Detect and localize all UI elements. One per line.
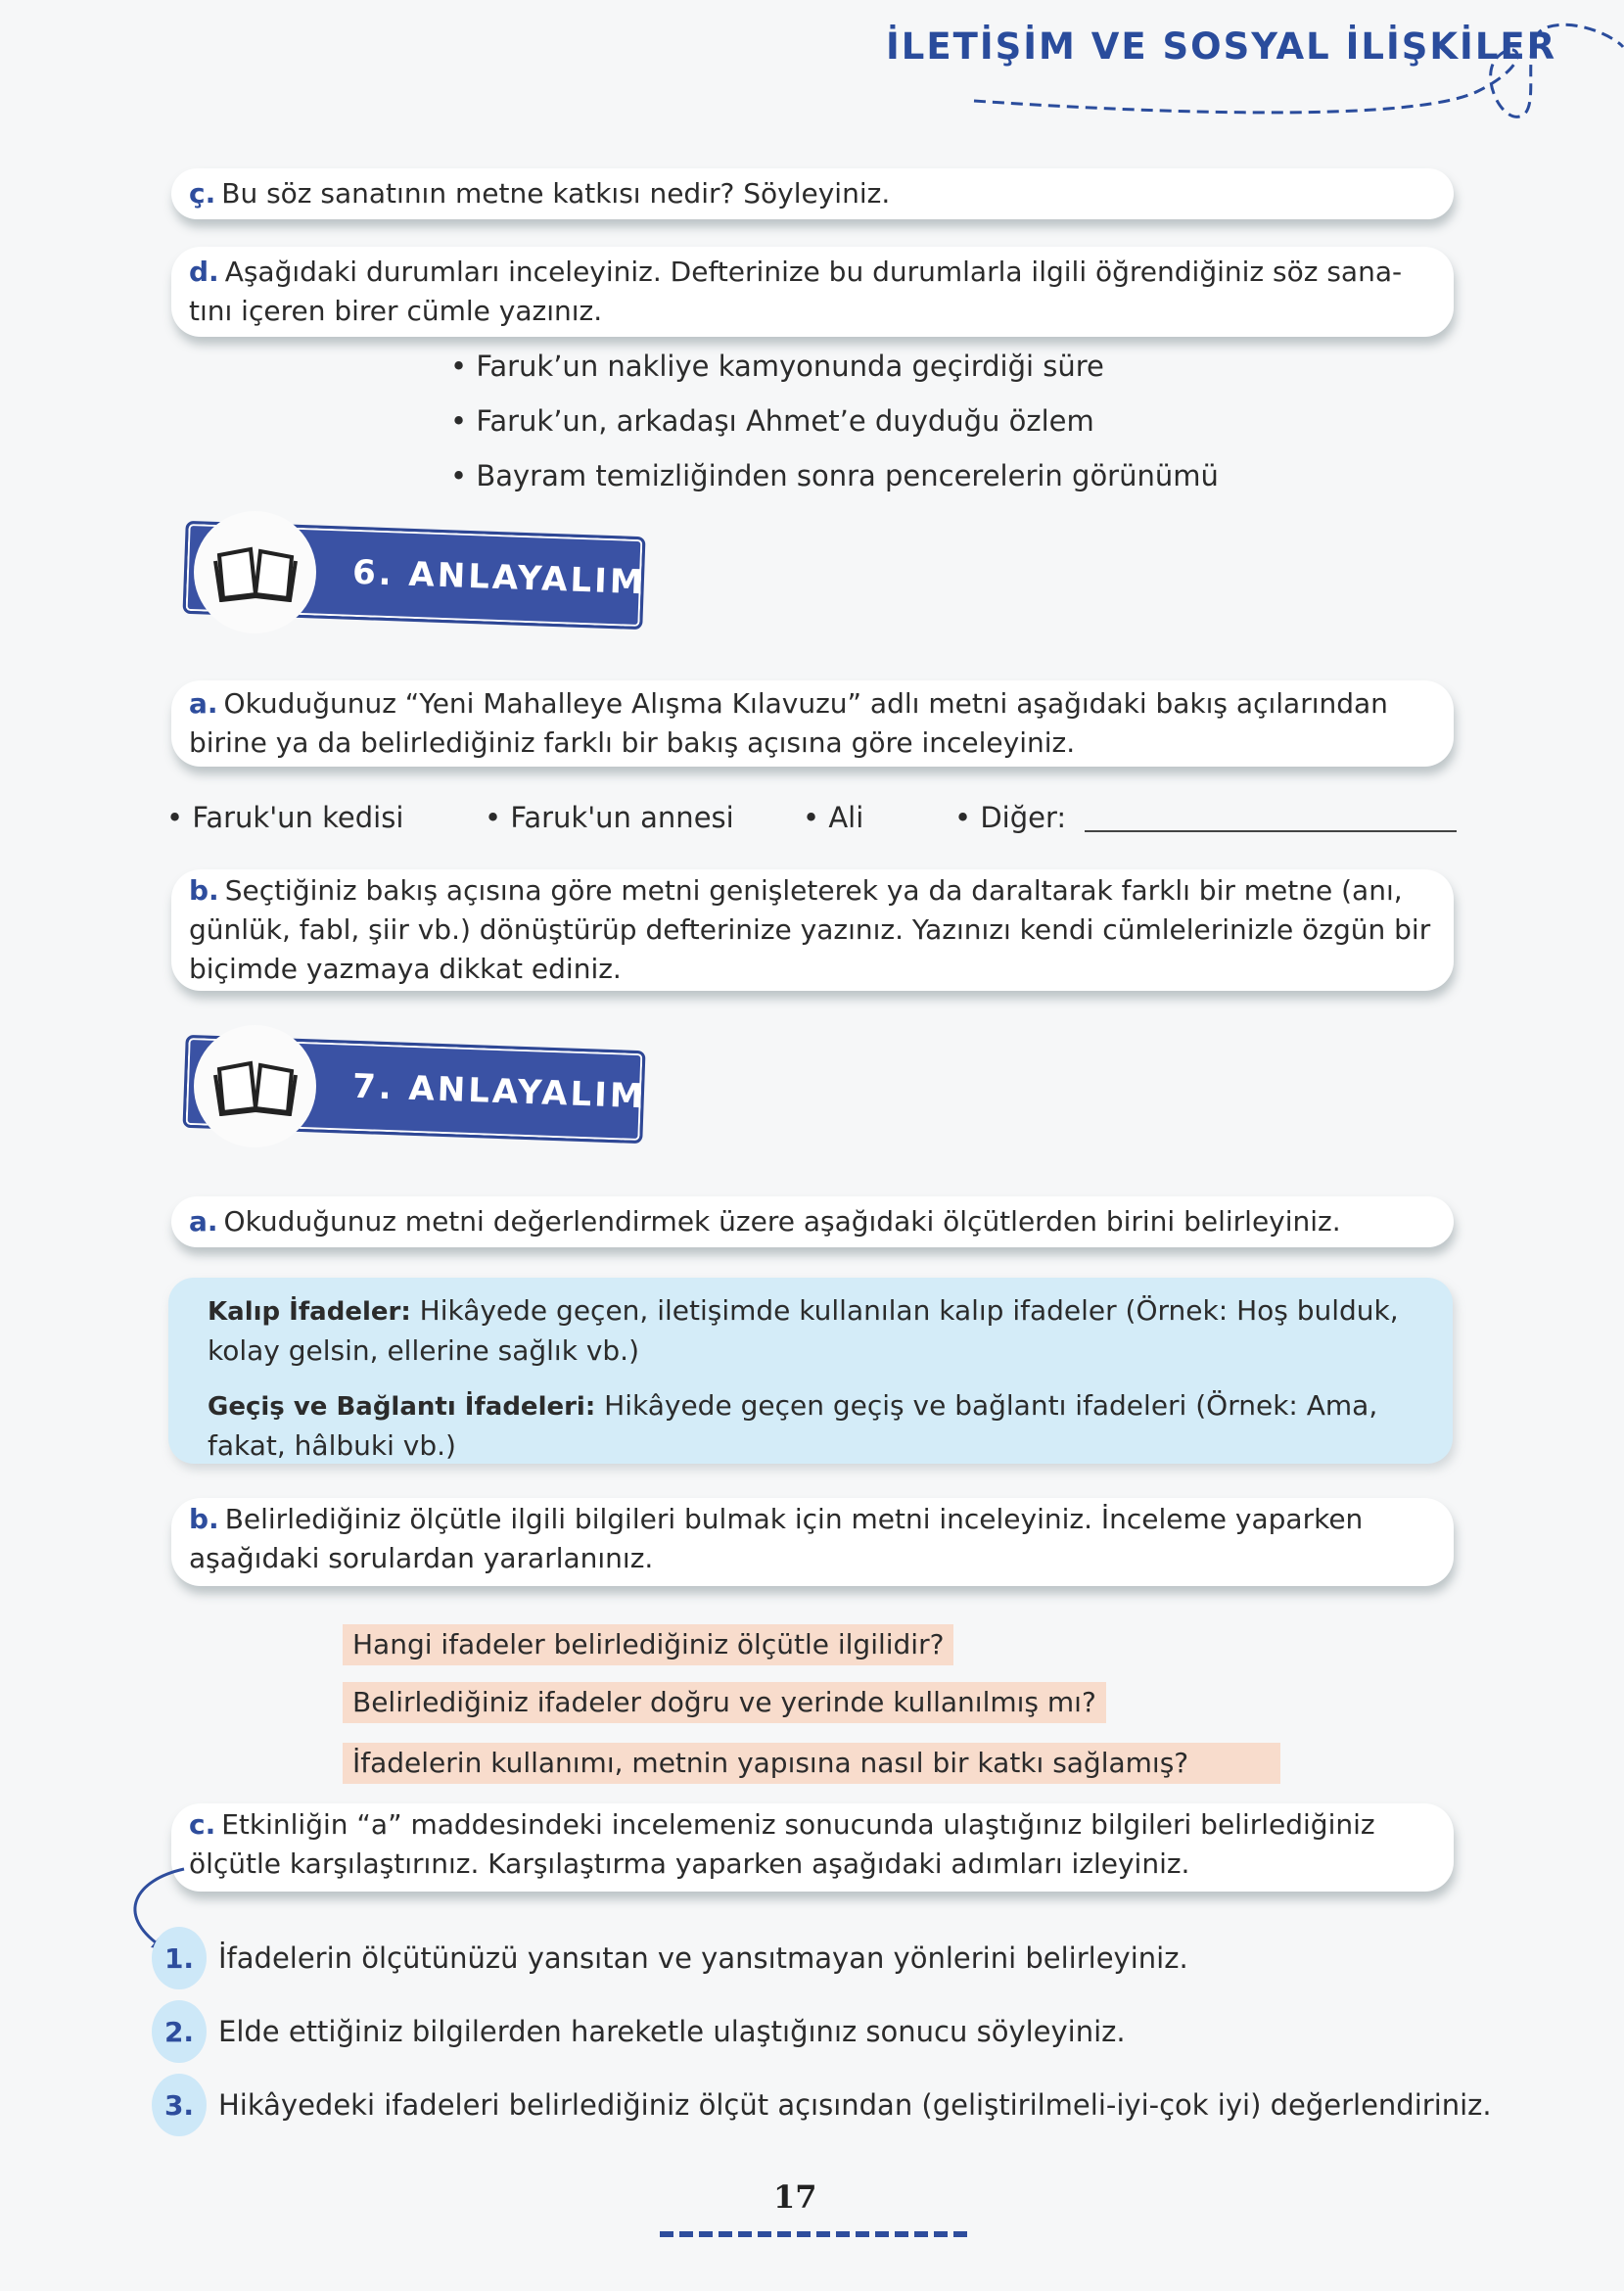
section-6-banner <box>166 499 656 646</box>
item-text: Bu söz sanatının metne katkısı nedir? Söyleyiniz. <box>221 177 891 210</box>
item-text-line1: Aşağıdaki durumları inceleyiniz. Defterinize bu durumlarla ilgili öğrendiğiniz söz sana- <box>224 256 1403 288</box>
open-book-icon <box>211 543 300 602</box>
option-ali[interactable]: • Ali <box>803 801 864 834</box>
section-7-c-card <box>171 1803 1454 1892</box>
item-text: Belirlediğiniz ölçütle ilgili bilgileri bulmak için metni inceleyiniz. İnceleme yaparken aşağıdaki sorulardan yararlanınız. <box>189 1503 1364 1574</box>
page-number: 17 <box>773 2178 817 2216</box>
item-label: d. <box>189 256 219 288</box>
section-7-banner <box>166 1013 656 1160</box>
item-label: b. <box>189 1503 219 1535</box>
criterion-term: Kalıp İfadeler: <box>208 1297 411 1327</box>
step-text: Elde ettiğiniz bilgilerden hareketle ulaştığınız sonucu söyleyiniz. <box>218 2015 1126 2048</box>
item-label: a. <box>189 1205 218 1238</box>
criterion-fixed-expressions[interactable] <box>208 1291 1414 1371</box>
item-text-line2: tını içeren birer cümle yazınız. <box>189 295 603 327</box>
section-7-b-card <box>171 1498 1454 1586</box>
list-item: • Bayram temizliğinden sonra pencerelerin görünümü <box>450 448 1219 503</box>
option-faruks-mother[interactable]: • Faruk'un annesi <box>485 801 734 834</box>
item-label: a. <box>189 687 218 720</box>
option-other[interactable]: • Diğer: <box>954 801 1067 834</box>
step-text: Hikâyedeki ifadeleri belirlediğiniz ölçüt açısından (geliştirilmeli-iyi-çok iyi) değerlendiriniz. <box>218 2088 1492 2122</box>
section-6-a-card <box>171 680 1454 767</box>
item-label: ç. <box>189 177 216 210</box>
book-icon-circle <box>194 511 316 633</box>
step-item <box>152 2074 1492 2136</box>
book-icon-circle <box>194 1025 316 1147</box>
list-item: • Faruk’un, arkadaşı Ahmet’e duyduğu özlem <box>450 394 1219 448</box>
item-text: Okuduğunuz metni değerlendirmek üzere aşağıdaki ölçütlerden birini belirleyiniz. <box>223 1205 1341 1238</box>
section-6-b-card <box>171 869 1454 991</box>
banner-title: 6. ANLAYALIM <box>351 552 647 603</box>
situation-list <box>450 339 1219 503</box>
other-answer-field[interactable] <box>1085 830 1457 832</box>
chapter-title: İLETİŞİM VE SOSYAL İLİŞKİLER <box>886 25 1557 68</box>
criterion-desc: Hikâyede geçen geçiş ve bağlantı ifadeleri (Örnek: Ama, fakat, hâlbuki vb.) <box>208 1389 1378 1462</box>
step-number: 2. <box>152 2000 207 2063</box>
banner-title: 7. ANLAYALIM <box>351 1066 647 1117</box>
question-c-cedilla-card <box>171 168 1454 219</box>
step-number: 3. <box>152 2074 207 2136</box>
option-faruks-cat[interactable]: • Faruk'un kedisi <box>166 801 404 834</box>
item-label: c. <box>189 1808 216 1841</box>
item-text: Seçtiğiniz bakış açısına göre metni genişleterek ya da daraltarak farklı bir metne (anı, günlük, fabl, şiir vb.) dönüştürüp defterinize yazınız. Yazınızı kendi cümlelerinizle özgün bir biçimde yazmaya dikkat ediniz. <box>189 874 1431 985</box>
step-item <box>152 1927 1188 1989</box>
guiding-question: Belirlediğiniz ifadeler doğru ve yerinde kullanılmış mı? <box>343 1682 1106 1723</box>
guiding-question: Hangi ifadeler belirlediğiniz ölçütle ilgilidir? <box>343 1624 953 1665</box>
list-item: • Faruk’un nakliye kamyonunda geçirdiği süre <box>450 339 1219 394</box>
item-label: b. <box>189 874 219 907</box>
item-text: Etkinliğin “a” maddesindeki incelemeniz sonucunda ulaştığınız bilgileri belirlediğiniz ölçütle karşılaştırınız. Karşılaştırma yaparken aşağıdaki adımları izleyiniz. <box>189 1808 1375 1880</box>
dashed-swirl-decoration <box>969 18 1624 125</box>
step-item <box>152 2000 1126 2063</box>
step-number: 1. <box>152 1927 207 1989</box>
page-number-dashes-decoration <box>658 2227 971 2241</box>
guiding-question: İfadelerin kullanımı, metnin yapısına nasıl bir katkı sağlamış? <box>343 1743 1280 1784</box>
criterion-transition-expressions[interactable] <box>208 1386 1414 1466</box>
step-text: İfadelerin ölçütünüzü yansıtan ve yansıtmayan yönlerini belirleyiniz. <box>218 1941 1188 1975</box>
criterion-desc: Hikâyede geçen, iletişimde kullanılan kalıp ifadeler (Örnek: Hoş bulduk, kolay gelsin, ellerine sağlık vb.) <box>208 1294 1399 1367</box>
item-text: Okuduğunuz “Yeni Mahalleye Alışma Kılavuzu” adlı metni aşağıdaki bakış açılarından birine ya da belirlediğiniz farklı bir bakış açısına göre inceleyiniz. <box>189 687 1388 759</box>
section-7-a-card <box>171 1196 1454 1247</box>
criteria-info-box <box>168 1278 1453 1464</box>
open-book-icon <box>211 1057 300 1116</box>
question-d-card <box>171 247 1454 337</box>
criterion-term: Geçiş ve Bağlantı İfadeleri: <box>208 1392 596 1422</box>
